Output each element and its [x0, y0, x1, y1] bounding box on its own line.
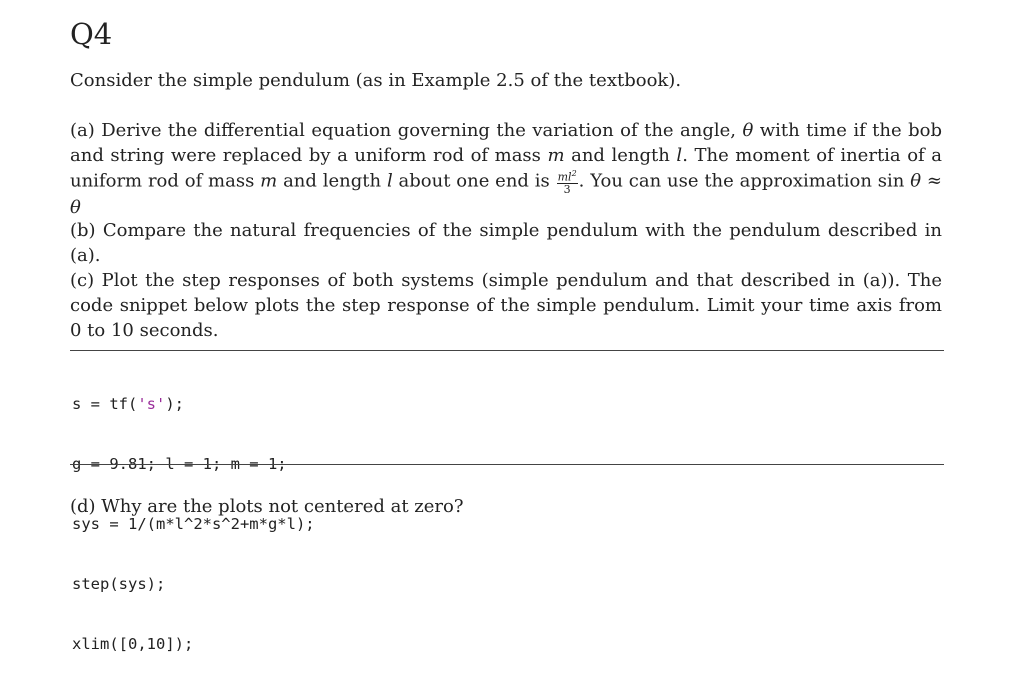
code-line: step(sys); — [72, 575, 166, 593]
code-text: ); — [165, 395, 184, 413]
question-page — [70, 0, 944, 653]
part-d-paragraph: (d) Why are the plots not centered at zero? — [70, 496, 464, 517]
fraction-numerator-text: ml — [557, 170, 572, 184]
code-line: sys = 1/(m*l^2*s^2+m*g*l); — [72, 515, 315, 533]
length-symbol: l — [676, 145, 683, 166]
moment-of-inertia-fraction — [557, 168, 578, 195]
mass-symbol: m — [260, 170, 278, 192]
fraction-numerator — [557, 168, 578, 184]
part-a-text-5: and length — [277, 170, 387, 192]
code-text: s = tf( — [72, 395, 138, 413]
part-a-text-3: and length — [564, 145, 677, 166]
code-top-rule — [70, 350, 944, 351]
code-bottom-rule — [70, 464, 944, 465]
approx-symbol: ≈ — [921, 170, 942, 192]
theta-symbol: θ — [910, 170, 922, 192]
intro-paragraph: Consider the simple pendulum (as in Example 2.5 of the textbook). — [70, 70, 682, 91]
part-a-text-6: about one end is — [392, 170, 556, 192]
part-a-text-7: . You can use the approximation sin — [578, 170, 911, 192]
theta-symbol: θ — [70, 196, 81, 218]
code-line: g = 9.81; l = 1; m = 1; — [72, 455, 287, 473]
part-c-paragraph: (c) Plot the step responses of both systems (simple pendulum and that described in (a)). The code snippet below plots the step response of the simple pendulum. Limit your time axis from 0 to 10 seconds. — [70, 270, 942, 341]
part-a-text-1: (a) Derive the differential equation governing the variation of the angle, — [70, 120, 743, 141]
fraction-denominator: 3 — [563, 182, 571, 196]
part-a-paragraph — [70, 118, 942, 220]
length-symbol: l — [386, 170, 393, 192]
part-a-text-2: with time if the bob and string were replaced by a uniform rod of mass — [70, 120, 942, 166]
mass-symbol: m — [547, 145, 565, 166]
code-line — [72, 394, 315, 414]
theta-symbol: θ — [742, 120, 754, 141]
code-string: 's' — [137, 395, 166, 413]
code-line: xlim([0,10]); — [72, 635, 194, 653]
question-title: Q4 — [70, 17, 113, 51]
code-snippet — [72, 354, 315, 694]
part-b-paragraph: (b) Compare the natural frequencies of the simple pendulum with the pendulum described in (a). — [70, 220, 942, 266]
part-a-text-4: . The moment of inertia of a uniform rod of mass — [70, 145, 943, 192]
fraction-exponent: 2 — [571, 169, 577, 178]
